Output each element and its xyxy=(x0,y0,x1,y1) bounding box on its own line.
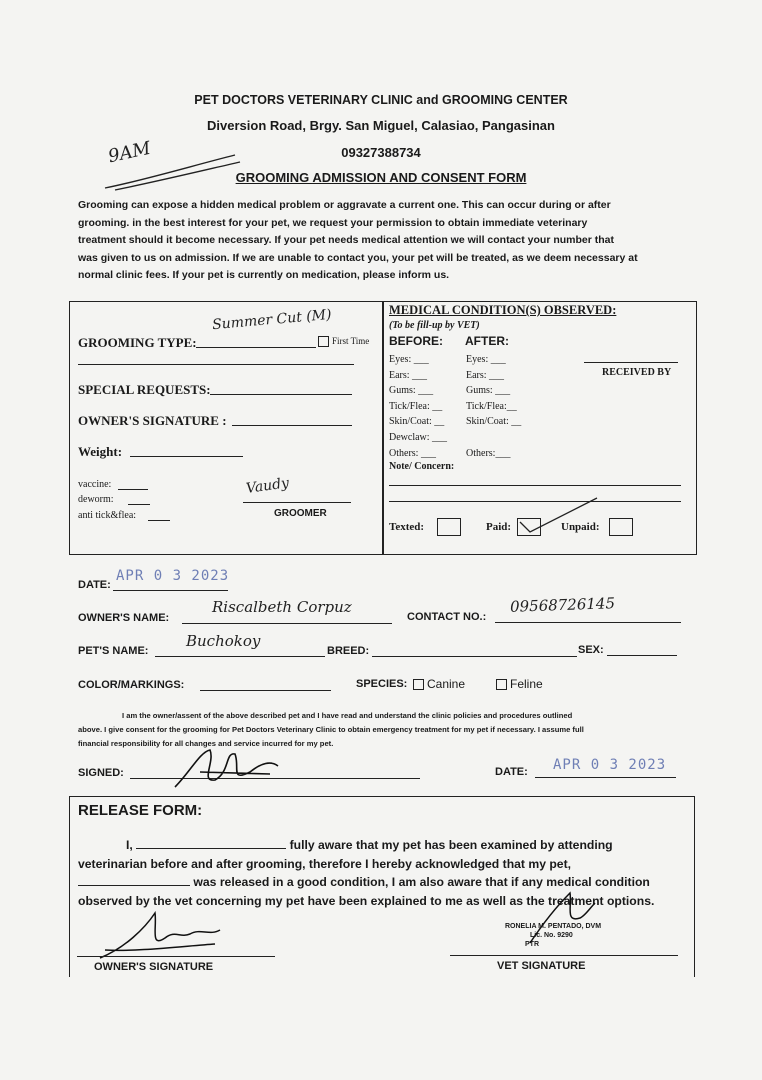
species-canine-option[interactable] xyxy=(413,677,465,691)
deworm-line[interactable] xyxy=(128,504,150,505)
owner-consent-signature xyxy=(170,742,280,792)
feline-checkbox[interactable] xyxy=(496,679,507,690)
after-item-empty xyxy=(466,430,521,446)
special-requests-line[interactable] xyxy=(210,394,352,395)
received-by-label: RECEIVED BY xyxy=(602,367,672,378)
after-item[interactable]: Tick/Flea:__ xyxy=(466,400,517,412)
release-line1: fully aware that my pet has been examined by attending xyxy=(289,838,613,852)
contact-line[interactable] xyxy=(495,622,681,623)
vaccine-line[interactable] xyxy=(118,489,148,490)
breed-line[interactable] xyxy=(372,656,577,657)
handwritten-scribble xyxy=(95,150,245,195)
paid-label: Paid: xyxy=(486,521,512,533)
first-time-checkbox[interactable] xyxy=(318,336,329,347)
intro-line: was given to us on admission. If we are unable to contact you, your pet will be treated, as we deem necessary at xyxy=(78,251,638,264)
after-item[interactable]: Skin/Coat: __ xyxy=(466,416,522,428)
canine-label: Canine xyxy=(427,677,466,691)
release-line3: was released in a good condition, I am also aware that if any medical condition xyxy=(193,875,650,889)
canine-checkbox[interactable] xyxy=(413,679,424,690)
first-time-label: First Time xyxy=(332,336,370,346)
vet-license: Lic. No. 9290 xyxy=(530,932,573,939)
owner-signature-label: OWNER'S SIGNATURE : xyxy=(78,413,227,428)
before-label: BEFORE: xyxy=(389,334,443,348)
owner-release-signature xyxy=(95,908,225,963)
contact-label: CONTACT NO.: xyxy=(407,611,487,623)
after-item[interactable]: Eyes: ___ xyxy=(466,354,506,365)
before-item[interactable]: Ears: ___ xyxy=(389,369,428,381)
deworm-label: deworm: xyxy=(78,494,114,505)
sex-label: SEX: xyxy=(578,644,604,656)
date-label: DATE: xyxy=(78,579,111,591)
unpaid-label: Unpaid: xyxy=(561,521,600,533)
date-stamp: APR 0 3 2023 xyxy=(116,568,230,584)
intro-line: Grooming can expose a hidden medical problem or aggravate a current one. This can occur during or after xyxy=(78,199,611,211)
pet-name-value[interactable]: Buchokoy xyxy=(186,632,261,650)
species-label: SPECIES: xyxy=(356,678,408,690)
owner-release-sig-line[interactable] xyxy=(77,956,275,957)
consent-date-stamp: APR 0 3 2023 xyxy=(553,757,667,773)
sex-line[interactable] xyxy=(607,655,677,656)
note-line-1[interactable] xyxy=(389,485,681,486)
owner-signature-line[interactable] xyxy=(232,425,352,426)
consent-line: I am the owner/assent of the above described pet and I have read and understand the clinic policies and procedures outlined xyxy=(122,711,573,720)
release-title: RELEASE FORM: xyxy=(78,802,203,819)
tick-flea-label: anti tick&flea: xyxy=(78,510,137,521)
owner-name-line[interactable] xyxy=(182,623,392,624)
weight-label: Weight: xyxy=(78,444,123,459)
clinic-name: PET DOCTORS VETERINARY CLINIC and GROOMING CENTER xyxy=(194,93,568,107)
texted-label: Texted: xyxy=(389,521,425,533)
after-item[interactable]: Gums: ___ xyxy=(466,385,511,397)
before-list xyxy=(389,352,447,461)
grooming-type-value[interactable]: Summer Cut (M) xyxy=(211,306,333,334)
before-item[interactable]: Skin/Coat: __ xyxy=(389,416,445,428)
unpaid-checkbox[interactable] xyxy=(609,518,633,536)
release-pet-line[interactable] xyxy=(78,874,190,886)
pet-name-label: PET'S NAME: xyxy=(78,645,149,657)
release-i-label: I, xyxy=(126,838,133,852)
contact-value[interactable]: 09568726145 xyxy=(509,594,616,616)
received-by-line[interactable] xyxy=(584,362,678,363)
after-label: AFTER: xyxy=(465,334,509,348)
color-markings-label: COLOR/MARKINGS: xyxy=(78,679,185,691)
release-line2: veterinarian before and after grooming, therefore I hereby acknowledged that my pet, xyxy=(78,856,572,871)
box-divider xyxy=(382,301,384,555)
medical-subtitle: (To be fill-up by VET) xyxy=(389,320,480,331)
clinic-phone: 09327388734 xyxy=(341,145,421,160)
owner-name-value[interactable]: Riscalbeth Corpuz xyxy=(212,598,352,616)
intro-line: grooming. in the best interest for your pet, we request your permission to obtain immediate veterinary xyxy=(78,216,588,229)
clinic-address: Diversion Road, Brgy. San Miguel, Calasiao, Pangasinan xyxy=(207,118,555,133)
grooming-type-label: GROOMING TYPE: xyxy=(78,335,197,350)
species-feline-option[interactable] xyxy=(496,677,543,691)
intro-line: normal clinic fees. If your pet is currently on medication, please inform us. xyxy=(78,269,450,282)
vet-name: RONELIA M. PENTADO, DVM xyxy=(505,923,602,930)
intro-line: treatment should it become necessary. If your pet needs medical attention we will contact your number that xyxy=(78,234,615,247)
first-time-option[interactable] xyxy=(318,336,369,347)
date-line[interactable] xyxy=(113,590,228,591)
tick-flea-line[interactable] xyxy=(148,520,170,521)
before-item[interactable]: Eyes: ___ xyxy=(389,354,429,365)
note-label: Note/ Concern: xyxy=(389,461,455,472)
vaccine-label: vaccine: xyxy=(78,479,112,490)
intro-paragraph xyxy=(78,197,688,285)
vet-sig-line[interactable] xyxy=(450,955,678,956)
handwritten-time: 9AM xyxy=(106,137,153,168)
weight-line[interactable] xyxy=(130,456,243,457)
before-item[interactable]: Others: ___ xyxy=(389,447,436,459)
vet-sig-label: VET SIGNATURE xyxy=(497,960,586,972)
special-requests-label: SPECIAL REQUESTS: xyxy=(78,382,211,397)
consent-line: financial responsibility for all changes and service incurred for my pet. xyxy=(78,739,334,748)
color-markings-line[interactable] xyxy=(200,690,331,691)
medical-title: MEDICAL CONDITION(S) OBSERVED: xyxy=(389,303,617,317)
before-item[interactable]: Gums: ___ xyxy=(389,385,434,397)
grooming-type-line xyxy=(196,347,316,348)
breed-label: BREED: xyxy=(327,645,370,657)
after-item[interactable]: Others:___ xyxy=(466,447,511,459)
release-line4: observed by the vet concerning my pet have been explained to me as well as the treatment options. xyxy=(78,893,655,908)
consent-line: above. I give consent for the grooming for Pet Doctors Veterinary Clinic to obtain emergency treatment for my pet if necessary. I assume full xyxy=(78,725,584,734)
after-list xyxy=(466,352,521,461)
groomer-signature: Vaudy xyxy=(245,475,290,497)
owner-release-sig-label: OWNER'S SIGNATURE xyxy=(94,961,214,973)
owner-name-label: OWNER'S NAME: xyxy=(78,612,170,624)
feline-label: Feline xyxy=(510,677,543,691)
vet-ptr: PTR xyxy=(525,941,539,948)
texted-checkbox[interactable] xyxy=(437,518,461,536)
before-item[interactable]: Tick/Flea: __ xyxy=(389,400,443,412)
after-item[interactable]: Ears: ___ xyxy=(466,369,505,381)
before-item[interactable]: Dewclaw: ___ xyxy=(389,431,448,443)
consent-date-line[interactable] xyxy=(535,777,676,778)
grooming-extra-line xyxy=(78,364,354,365)
consent-date-label: DATE: xyxy=(495,766,528,778)
groomer-line[interactable] xyxy=(243,502,351,503)
release-name-line[interactable] xyxy=(136,837,286,849)
vet-signature xyxy=(520,888,600,948)
form-title: GROOMING ADMISSION AND CONSENT FORM xyxy=(235,170,527,185)
signed-label: SIGNED: xyxy=(78,767,124,779)
groomer-label: GROOMER xyxy=(274,508,327,519)
pet-name-line[interactable] xyxy=(155,656,325,657)
